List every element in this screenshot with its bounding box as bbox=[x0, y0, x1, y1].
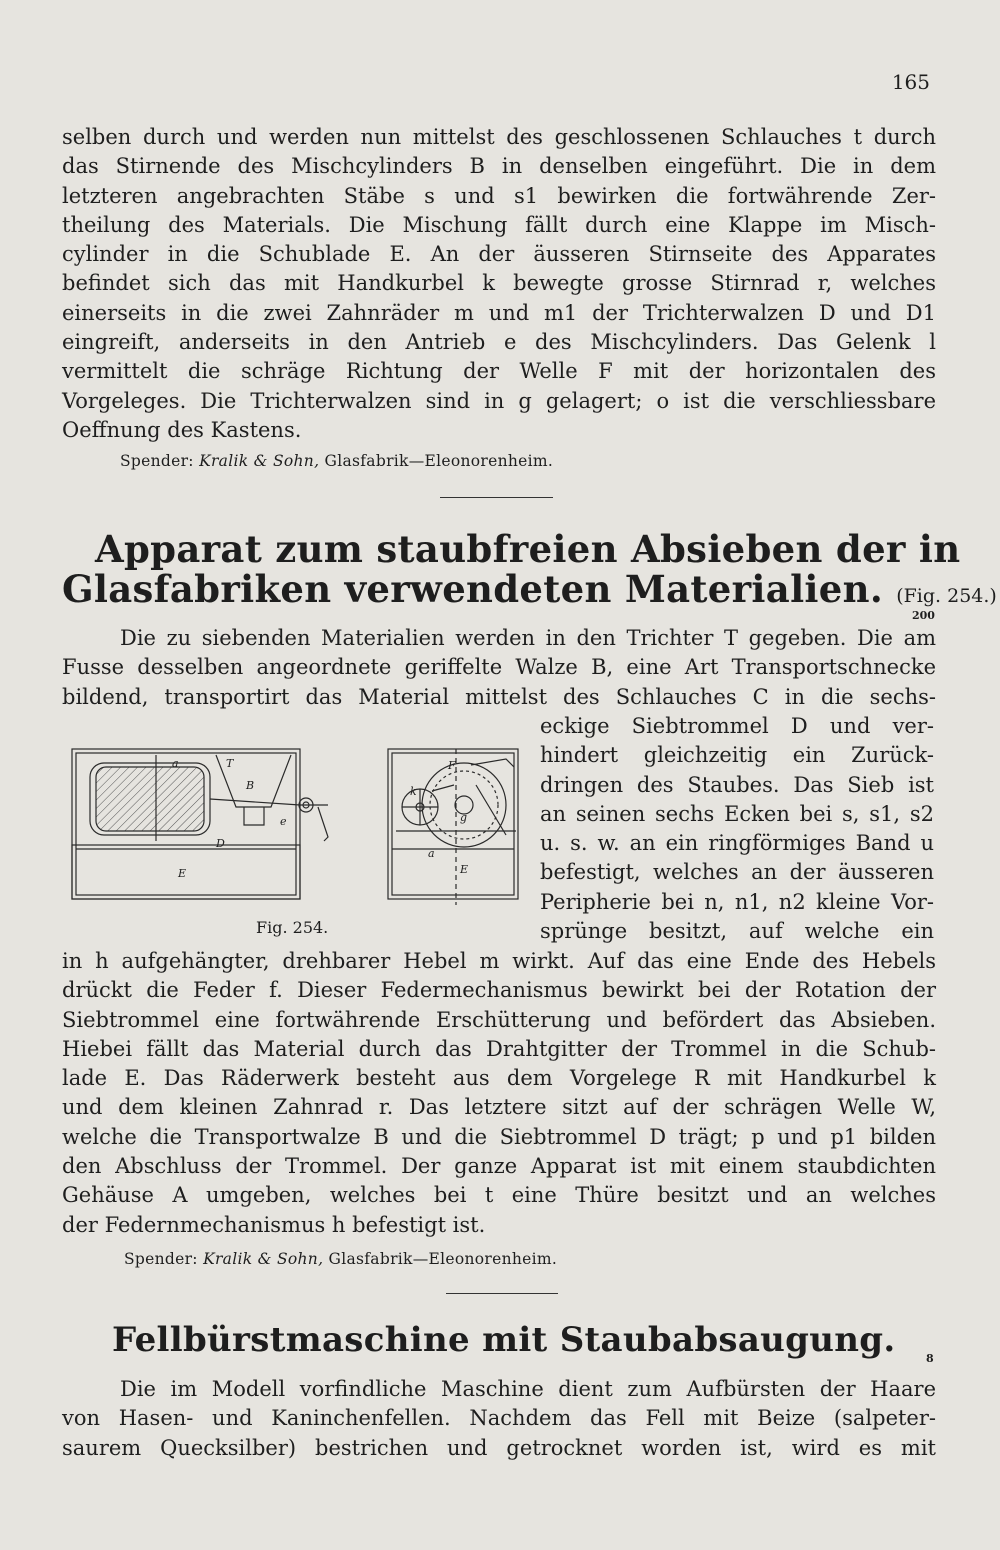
text-line: sprünge besitzt, auf welche ein bbox=[540, 919, 934, 944]
text-line: cylinder in die Schublade E. An der äusseren Stirnseite des Apparates bbox=[62, 242, 936, 267]
text-line: selben durch und werden nun mittelst des geschlossenen Schlauches t durch bbox=[62, 125, 936, 149]
text-line: das Stirnende des Mischcylinders B in denselben eingeführt. Die in dem bbox=[62, 154, 936, 179]
sponsor-place: Glasfabrik—Eleonorenheim. bbox=[324, 452, 554, 470]
text-line: Gehäuse A umgeben, welches bei t eine Thüre besitzt und an welches bbox=[62, 1183, 936, 1208]
margin-number: 200 bbox=[912, 609, 935, 622]
section2-title-text: Glasfabriken verwendeten Materialien. bbox=[62, 567, 883, 611]
section2-body-paragraph bbox=[62, 947, 936, 1240]
text-line: Siebtrommel eine fortwährende Erschütterung und befördert das Absieben. bbox=[62, 1007, 936, 1032]
figure-letter: e bbox=[280, 815, 287, 828]
section-divider bbox=[446, 1293, 558, 1294]
sponsor-names: Kralik & Sohn, bbox=[203, 1250, 324, 1268]
text-line: befestigt, welches an der äusseren bbox=[540, 860, 934, 885]
text-line: befindet sich das mit Handkurbel k bewegte grosse Stirnrad r, welches bbox=[62, 271, 936, 296]
text-line: drückt die Feder f. Dieser Federmechanismus bewirkt bei der Rotation der bbox=[62, 978, 936, 1003]
figure-254 bbox=[66, 745, 526, 920]
text-line: Oeffnung des Kastens. bbox=[62, 417, 302, 442]
text-line: Peripherie bei n, n1, n2 kleine Vor- bbox=[540, 889, 934, 914]
text-line: Vorgeleges. Die Trichterwalzen sind in g gelagert; o ist die verschliessbare bbox=[62, 388, 936, 413]
text-line: einerseits in die zwei Zahnräder m und m1 der Trichterwalzen D und D1 bbox=[62, 300, 936, 325]
text-line: dringen des Staubes. Das Sieb ist bbox=[540, 772, 934, 797]
section2-intro-paragraph bbox=[62, 624, 936, 712]
text-line: hindert gleichzeitig ein Zurück- bbox=[540, 743, 934, 768]
figure-letter: E bbox=[460, 863, 469, 876]
text-line: Die im Modell vorfindliche Maschine dient zum Aufbürsten der Haare bbox=[120, 1377, 936, 1401]
text-line: eingreift, anderseits in den Antrieb e des Mischcylinders. Das Gelenk l bbox=[62, 330, 936, 355]
text-line: welche die Transportwalze B und die Siebtrommel D trägt; p und p1 bilden bbox=[62, 1124, 936, 1149]
page-number: 165 bbox=[891, 70, 930, 94]
figure-reference: (Fig. 254.) bbox=[896, 585, 997, 607]
text-line: der Federnmechanismus h befestigt ist. bbox=[62, 1212, 486, 1237]
text-line: letzteren angebrachten Stäbe s und s1 bewirken die fortwährende Zer- bbox=[62, 183, 936, 208]
text-line: vermittelt die schräge Richtung der Welle F mit der horizontalen des bbox=[62, 359, 936, 384]
section3-paragraph bbox=[62, 1375, 936, 1463]
text-line: Die zu siebenden Materialien werden in den Trichter T gegeben. Die am bbox=[120, 626, 936, 650]
figure-letter: B bbox=[246, 779, 255, 792]
figure-letter: E bbox=[178, 867, 187, 880]
text-line: Hiebei fällt das Material durch das Drahtgitter der Trommel in die Schub- bbox=[62, 1036, 936, 1061]
text-line: saurem Quecksilber) bestrichen und getrocknet worden ist, wird es mit bbox=[62, 1435, 936, 1460]
text-line: u. s. w. an ein ringförmiges Band u bbox=[540, 831, 934, 856]
figure-letter: a bbox=[172, 757, 179, 770]
sponsor-place: Glasfabrik—Eleonorenheim. bbox=[328, 1250, 558, 1268]
figure-letter: g bbox=[460, 811, 468, 824]
text-line: Fusse desselben angeordnete geriffelte Walze B, eine Art Transportschnecke bbox=[62, 655, 936, 680]
section2-wrap-column bbox=[540, 712, 934, 946]
section2-title-line1: Apparat zum staubfreien Absieben der in bbox=[95, 527, 961, 571]
machine-drawing bbox=[66, 745, 526, 920]
section-divider bbox=[440, 497, 553, 498]
sponsor-line-1 bbox=[120, 452, 553, 470]
text-line: eckige Siebtrommel D und ver- bbox=[540, 714, 934, 738]
sponsor-names: Kralik & Sohn, bbox=[199, 452, 320, 470]
figure-caption: Fig. 254. bbox=[256, 918, 329, 937]
figure-letter: a bbox=[428, 847, 435, 860]
text-line: den Abschluss der Trommel. Der ganze Apparat ist mit einem staubdichten bbox=[62, 1154, 936, 1179]
text-line: in h aufgehängter, drehbarer Hebel m wirkt. Auf das eine Ende des Hebels bbox=[62, 949, 936, 973]
sponsor-line-2 bbox=[124, 1250, 557, 1268]
text-line: bildend, transportirt das Material mittelst des Schlauches C in die sechs- bbox=[62, 684, 936, 709]
text-line: theilung des Materials. Die Mischung fällt durch eine Klappe im Misch- bbox=[62, 212, 936, 237]
text-line: von Hasen- und Kaninchenfellen. Nachdem das Fell mit Beize (salpeter- bbox=[62, 1406, 936, 1431]
margin-number: 8 bbox=[926, 1352, 934, 1365]
figure-letter: D bbox=[216, 837, 225, 850]
text-line: lade E. Das Räderwerk besteht aus dem Vorgelege R mit Handkurbel k bbox=[62, 1066, 936, 1091]
text-line: und dem kleinen Zahnrad r. Das letztere sitzt auf der schrägen Welle W, bbox=[62, 1095, 936, 1120]
text-line: an seinen sechs Ecken bei s, s1, s2 bbox=[540, 801, 934, 826]
sponsor-prefix: Spender: bbox=[120, 452, 194, 470]
figure-letter: k bbox=[410, 785, 417, 798]
figure-letter: T bbox=[226, 757, 234, 770]
figure-letter: F bbox=[448, 759, 456, 772]
section3-title: Fellbürstmaschine mit Staubabsaugung. bbox=[112, 1320, 896, 1360]
section1-paragraph bbox=[62, 123, 936, 445]
section2-title-line2 bbox=[62, 567, 997, 618]
sponsor-prefix: Spender: bbox=[124, 1250, 198, 1268]
